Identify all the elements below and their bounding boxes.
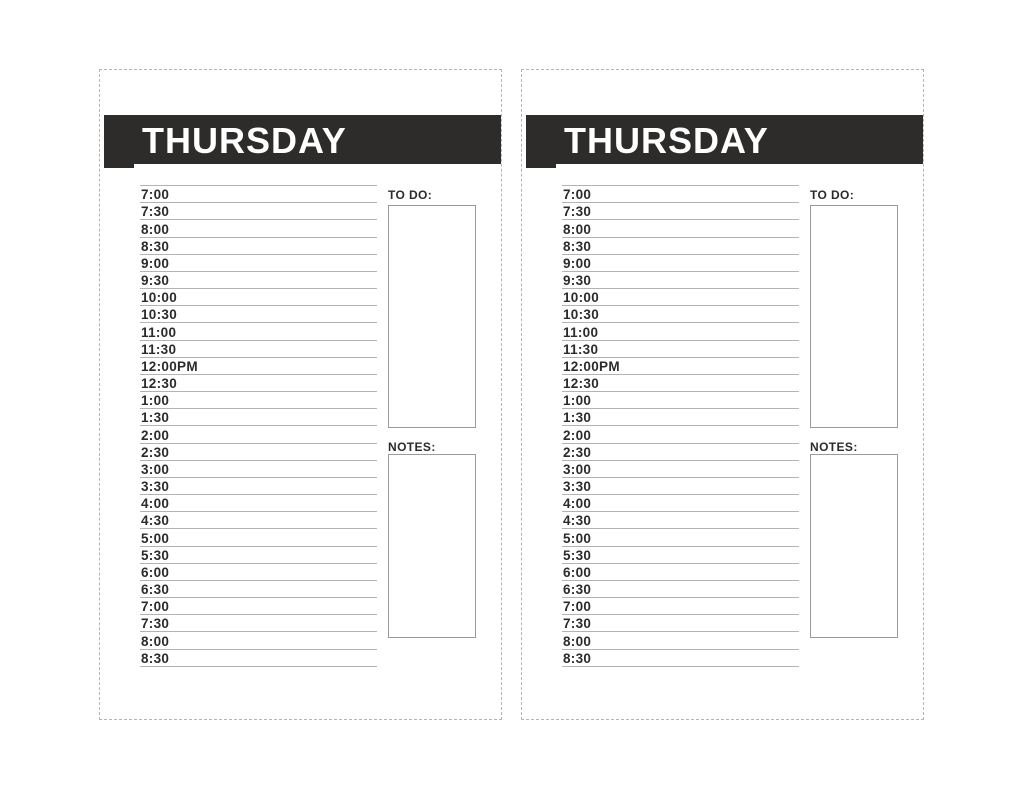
time-label: 12:30 <box>141 376 178 392</box>
schedule-time-row <box>140 186 377 203</box>
time-label: 10:30 <box>563 307 600 323</box>
schedule-time-row <box>140 650 377 667</box>
time-label: 9:30 <box>563 273 592 289</box>
schedule-time-row <box>562 581 799 598</box>
schedule-time-row <box>140 581 377 598</box>
time-label: 10:30 <box>141 307 178 323</box>
time-label: 5:00 <box>563 530 592 546</box>
time-label: 6:00 <box>141 564 170 580</box>
schedule-time-row <box>562 409 799 426</box>
side-column <box>388 185 476 638</box>
time-label: 1:30 <box>563 410 592 426</box>
todo-box <box>388 205 476 428</box>
schedule-time-row <box>140 323 377 340</box>
schedule-time-row <box>140 238 377 255</box>
schedule-time-row <box>140 375 377 392</box>
schedule-time-row <box>140 615 377 632</box>
schedule-column <box>140 185 377 667</box>
time-label: 8:00 <box>141 221 170 237</box>
schedule-time-row <box>140 255 377 272</box>
time-label: 9:00 <box>141 255 170 271</box>
schedule-time-row <box>562 186 799 203</box>
time-label: 3:30 <box>563 479 592 495</box>
time-label: 3:00 <box>563 461 592 477</box>
time-label: 10:00 <box>563 290 600 306</box>
schedule-time-row <box>140 598 377 615</box>
time-label: 2:30 <box>563 444 592 460</box>
planner-panel-right <box>521 69 924 720</box>
schedule-time-row <box>140 306 377 323</box>
schedule-time-row <box>562 512 799 529</box>
schedule-time-row <box>140 358 377 375</box>
time-label: 5:30 <box>141 547 170 563</box>
notes-box <box>388 454 476 638</box>
time-label: 8:00 <box>563 221 592 237</box>
notes-label: NOTES: <box>388 440 436 454</box>
schedule-column <box>562 185 799 667</box>
time-label: 4:30 <box>141 513 170 529</box>
schedule-time-row <box>140 547 377 564</box>
schedule-time-row <box>140 564 377 581</box>
time-label: 7:30 <box>141 616 170 632</box>
schedule-time-row <box>562 341 799 358</box>
time-label: 7:00 <box>563 599 592 615</box>
time-label: 4:30 <box>563 513 592 529</box>
time-label: 6:30 <box>563 582 592 598</box>
time-label: 8:30 <box>563 650 592 666</box>
time-label: 7:00 <box>141 187 170 203</box>
time-label: 7:00 <box>563 187 592 203</box>
time-label: 8:00 <box>563 633 592 649</box>
time-label: 5:30 <box>563 547 592 563</box>
schedule-time-row <box>562 615 799 632</box>
time-label: 10:00 <box>141 290 178 306</box>
time-label: 1:00 <box>141 393 170 409</box>
time-label: 11:30 <box>563 341 599 357</box>
schedule-time-row <box>562 478 799 495</box>
schedule-time-row <box>140 409 377 426</box>
time-label: 8:00 <box>141 633 170 649</box>
schedule-time-row <box>562 238 799 255</box>
day-banner <box>104 115 501 164</box>
schedule-time-row <box>562 358 799 375</box>
time-label: 6:30 <box>141 582 170 598</box>
schedule-time-row <box>140 478 377 495</box>
schedule-time-row <box>140 426 377 443</box>
todo-label: TO DO: <box>388 188 433 202</box>
schedule-time-row <box>140 461 377 478</box>
time-label: 2:00 <box>141 427 170 443</box>
time-label: 1:00 <box>563 393 592 409</box>
time-label: 4:00 <box>141 496 170 512</box>
time-label: 4:00 <box>563 496 592 512</box>
schedule-time-row <box>140 289 377 306</box>
schedule-time-row <box>140 444 377 461</box>
side-column <box>810 185 898 638</box>
schedule-time-row <box>562 650 799 667</box>
time-label: 9:30 <box>141 273 170 289</box>
schedule-time-row <box>140 203 377 220</box>
day-title: THURSDAY <box>142 119 347 161</box>
schedule-time-row <box>562 392 799 409</box>
time-label: 3:30 <box>141 479 170 495</box>
schedule-time-row <box>562 598 799 615</box>
time-label: 12:00PM <box>141 358 198 374</box>
time-label: 11:00 <box>563 324 599 340</box>
schedule-time-row <box>562 203 799 220</box>
time-label: 9:00 <box>563 255 592 271</box>
schedule-time-row <box>562 495 799 512</box>
schedule-time-row <box>140 495 377 512</box>
time-label: 8:30 <box>141 650 170 666</box>
notes-label: NOTES: <box>810 440 858 454</box>
schedule-time-row <box>562 323 799 340</box>
time-label: 1:30 <box>141 410 170 426</box>
schedule-time-row <box>562 255 799 272</box>
notes-box <box>810 454 898 638</box>
schedule-time-row <box>140 512 377 529</box>
schedule-time-row <box>562 375 799 392</box>
time-label: 2:30 <box>141 444 170 460</box>
time-label: 11:30 <box>141 341 177 357</box>
todo-box <box>810 205 898 428</box>
time-label: 2:00 <box>563 427 592 443</box>
schedule-time-row <box>562 444 799 461</box>
schedule-time-row <box>140 392 377 409</box>
time-label: 6:00 <box>563 564 592 580</box>
todo-label: TO DO: <box>810 188 855 202</box>
schedule-time-row <box>562 529 799 546</box>
schedule-time-row <box>140 341 377 358</box>
schedule-time-row <box>562 289 799 306</box>
day-banner <box>526 115 923 164</box>
banner-notch <box>104 164 134 168</box>
time-label: 3:00 <box>141 461 170 477</box>
time-label: 12:00PM <box>563 358 620 374</box>
schedule-time-row <box>140 220 377 237</box>
time-label: 8:30 <box>141 238 170 254</box>
banner-notch <box>526 164 556 168</box>
schedule-time-row <box>562 272 799 289</box>
schedule-time-row <box>140 272 377 289</box>
schedule-time-row <box>140 632 377 649</box>
time-label: 7:30 <box>141 204 170 220</box>
time-label: 7:00 <box>141 599 170 615</box>
planner-panel-left <box>99 69 502 720</box>
schedule-time-row <box>562 426 799 443</box>
time-label: 11:00 <box>141 324 177 340</box>
schedule-time-row <box>562 220 799 237</box>
day-title: THURSDAY <box>564 119 769 161</box>
schedule-time-row <box>562 632 799 649</box>
time-label: 7:30 <box>563 616 592 632</box>
time-label: 5:00 <box>141 530 170 546</box>
schedule-time-row <box>562 461 799 478</box>
schedule-time-row <box>562 306 799 323</box>
time-label: 12:30 <box>563 376 600 392</box>
schedule-time-row <box>562 564 799 581</box>
time-label: 8:30 <box>563 238 592 254</box>
schedule-time-row <box>562 547 799 564</box>
time-label: 7:30 <box>563 204 592 220</box>
schedule-time-row <box>140 529 377 546</box>
